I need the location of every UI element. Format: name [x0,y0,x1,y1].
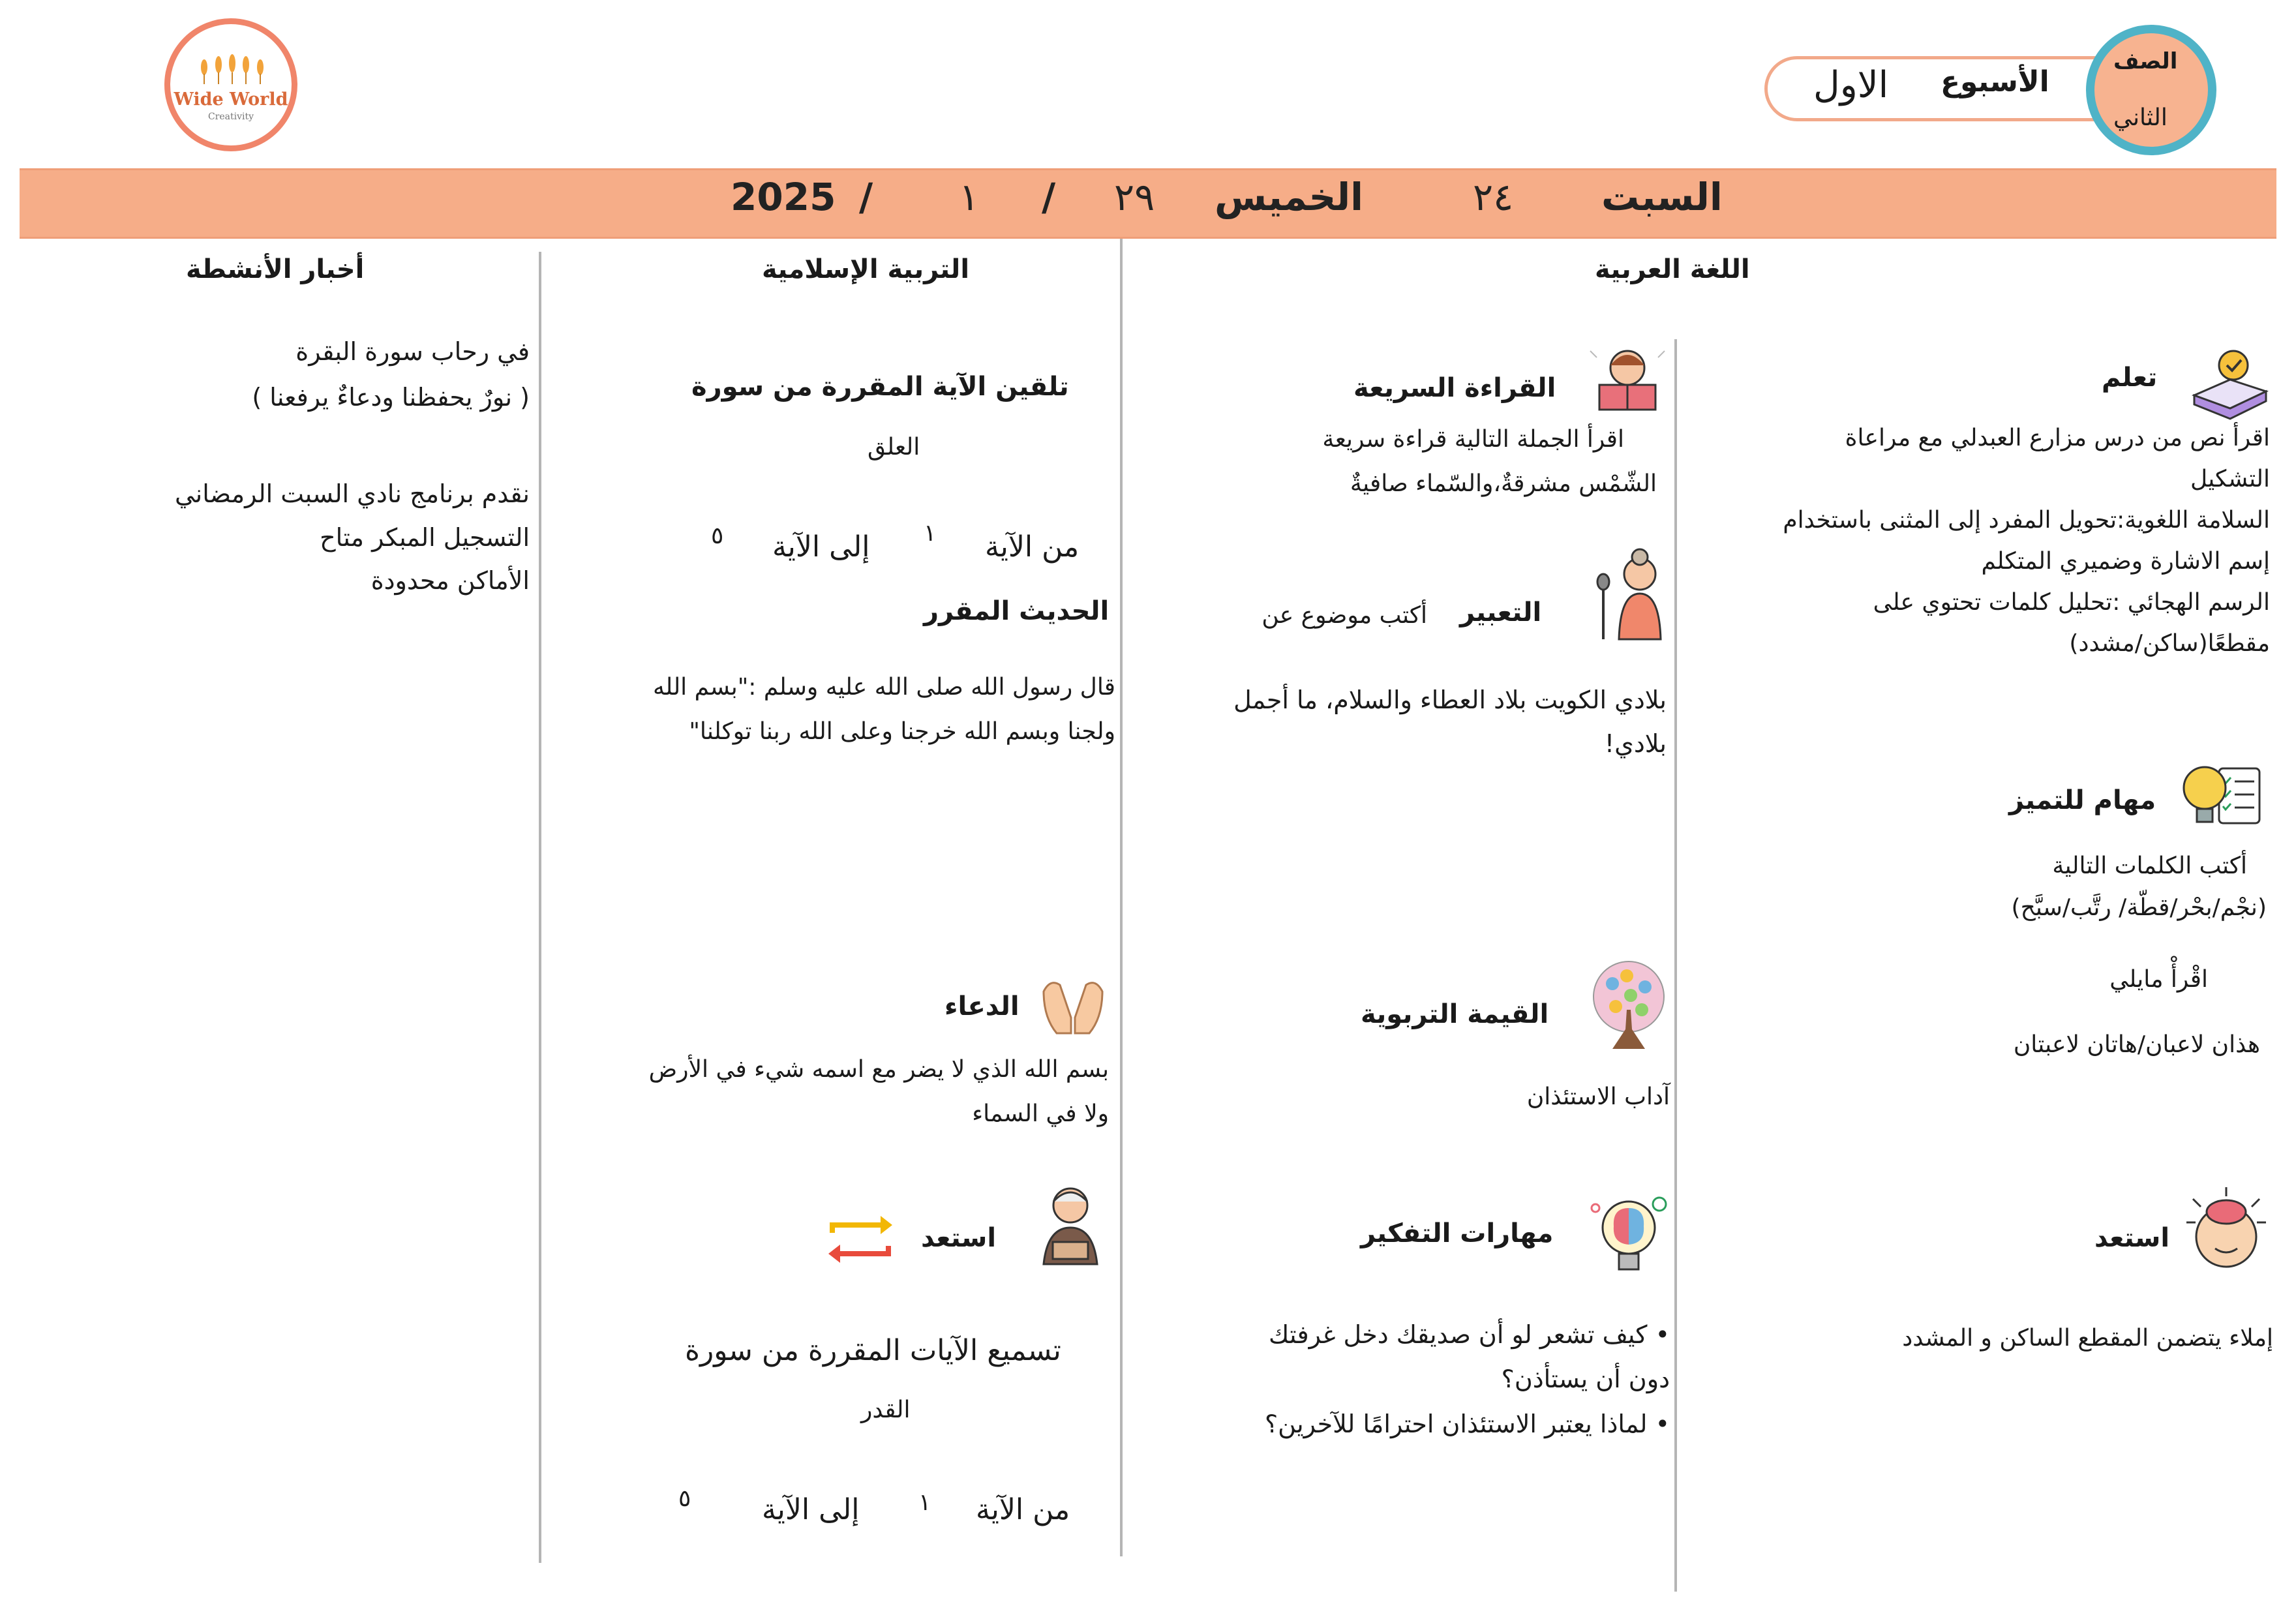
news-line-4: التسجيل المبكر متاح [320,522,530,552]
excellence-line-4: هذان لاعبان/هاتان لاعبتان [2013,1031,2260,1058]
reading-girl-icon [1585,344,1670,416]
week-label: الأسبوع [1941,65,2049,98]
expression-title: التعبير [1460,598,1542,628]
thinking-head-icon [2184,1186,2269,1277]
thinking-questions [1168,1312,1670,1446]
wheat-icon [196,54,268,85]
islamic-prepare-title: استعد [921,1223,997,1253]
divider-arabic-islamic [1120,239,1123,1556]
dua-line-1: بسم الله الذي لا يضر مع اسمه شيء في الأرض [648,1056,1109,1083]
week-value: الاول [1813,64,1889,106]
speed-reading-line-2: الشّمْس مشرقةٌ،والسّماء صافيةٌ [1350,470,1657,497]
arabic-prepare-title: استعد [2094,1223,2170,1253]
logo-brand: Wide World [174,89,288,110]
speaker-microphone-icon [1588,548,1672,646]
dua-title: الدعاء [944,991,1020,1021]
islamic-column-title: التربية الإسلامية [762,254,970,284]
talqeen-from-label: من الآية [985,530,1080,564]
learn-line: إسم الاشارة وضميري المتكلم [1981,548,2270,575]
islamic-prepare-to-number: ٥ [678,1485,691,1512]
hadith-line-2: ولجنا وبسم الله خرجنا وعلى الله ربنا توكلنا" [689,718,1115,746]
learn-line: السلامة اللغوية:تحويل المفرد إلى المثنى باستخدام [1783,507,2270,534]
hadith-text [567,665,1115,755]
islamic-prepare-from-number: ١ [918,1489,931,1516]
arabic-prepare-line: إملاء يتضمن المقطع الساكن و المشدد [1902,1325,2273,1352]
lightbulb-checklist-icon [2179,757,2263,835]
talqeen-surah: العلق [868,434,920,461]
news-block-1 [39,329,530,421]
date-year: 2025 [731,175,836,219]
learn-line: مقطعًا(ساكن/مشدد) [2069,630,2270,657]
excellence-line-1: أكتب الكلمات التالية [2052,853,2247,879]
grade-label: الصف [2113,48,2178,74]
excellence-title: مهام للتميز [2009,785,2156,815]
wide-world-logo [164,18,297,151]
hadith-title: الحديث المقرر [924,596,1110,626]
thinking-question-1: • كيف تشعر لو أن صديقك دخل غرفتك [1268,1320,1670,1349]
divider-islamic-news [539,252,541,1563]
islamic-prepare-to-label: إلى الآية [762,1493,860,1526]
thinking-question-1-cont: دون أن يستأذن؟ [1501,1365,1670,1394]
learn-text [1715,417,2270,664]
excellence-line-3: اقْرأْ مايلي [2109,966,2208,993]
islamic-prepare-surah: القدر [861,1397,911,1423]
grade-circle [2086,25,2216,155]
value-tree-icon [1586,958,1671,1055]
talqeen-from-number: ١ [924,520,937,547]
thinking-question-2: • لماذا يعتبر الاستئذان احترامًا للآخرين؟ [1265,1409,1670,1438]
islamic-prepare-from-label: من الآية [976,1493,1070,1526]
expression-line-1: بلادي الكويت بلاد العطاء والسلام، ما أجمل [1233,686,1667,714]
talqeen-to-label: إلى الآية [772,530,870,564]
date-day-start: السبت [1601,175,1723,219]
logo-subtitle: Creativity [207,112,254,122]
divider-arabic-inner [1674,339,1677,1592]
brain-lightbulb-icon [1586,1188,1671,1280]
praying-hands-icon [1037,965,1109,1037]
news-line-5: الأماكن محدودة [370,566,530,595]
excellence-line-2: (نجْم/بحْر/قطّة/ رتَّب/سبَّح) [2011,894,2267,921]
speed-reading-line-1: اقرأ الجملة التالية قراءة سريعة [1322,426,1624,453]
date-day-end: الخميس [1215,175,1364,219]
talqeen-title: تلقين الآية المقررة من سورة [691,372,1069,402]
date-num-end: ٢٩ [1114,175,1155,219]
talqeen-to-number: ٥ [711,522,724,549]
expression-inline: أكتب موضوع عن [1261,602,1427,629]
speed-reading-title: القراءة السريعة [1353,373,1556,403]
dua-text [567,1048,1109,1137]
date-month: ١ [959,175,980,219]
grade-value: الثاني [2113,104,2168,131]
reading-boy-icon [1035,1179,1106,1271]
hadith-line-1: قال رسول الله صلى الله عليه وسلم :"بسم الله [652,674,1115,701]
date-separator-1: / [1042,175,1056,219]
date-num-start: ٢٤ [1473,175,1514,219]
learn-line: التشكيل [2190,466,2270,492]
news-line-2: ( نورٌ يحفظنا ودعاءٌ يرفعنا ) [252,383,530,412]
dua-line-2: ولا في السماء [972,1100,1109,1128]
learn-line: اقرأ نص من درس مزارع العبدلي مع مراعاة [1845,425,2270,451]
learn-line: الرسم الهجائي :تحليل كلمات تحتوي على [1873,589,2270,616]
news-block-2 [39,472,530,603]
value-title: القيمة التربوية [1361,999,1549,1029]
repeat-arrows-icon [824,1213,896,1265]
expression-text [1161,678,1667,765]
value-line: آداب الاستئذان [1526,1083,1670,1110]
thinking-skills-title: مهارات التفكير [1361,1218,1554,1248]
learn-title: تعلم [2102,363,2158,393]
expression-line-2: بلادي! [1604,729,1667,758]
arabic-column-title: اللغة العربية [1595,254,1750,284]
islamic-prepare-line: تسميع الآيات المقررة من سورة [685,1334,1061,1367]
news-column-title: أخبار الأنشطة [186,254,365,284]
news-line-3: نقدم برنامج نادي السبت الرمضاني [174,479,530,508]
date-separator-2: / [859,175,873,219]
news-line-1: في رحاب سورة البقرة [295,337,530,366]
